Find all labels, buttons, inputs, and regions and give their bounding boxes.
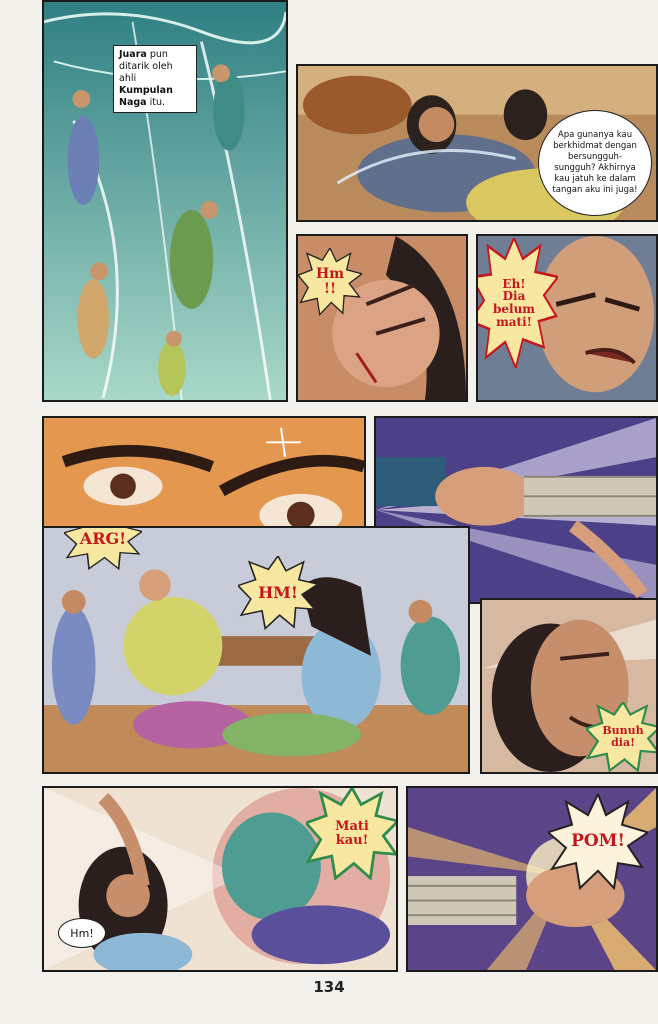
sfx-mati-kau: [306, 788, 398, 880]
sfx-hm-top-text: Hm !!: [315, 266, 345, 297]
panel-group-fight: [42, 526, 470, 774]
sfx-eh-dia: [476, 238, 558, 368]
panel-bald-shocked: [476, 234, 658, 402]
panel-pom-impact: [406, 786, 658, 972]
sfx-hm-fight-text: HM!: [258, 582, 298, 602]
sfx-pom-text: POM!: [571, 831, 625, 852]
sfx-argh: [64, 526, 142, 570]
caption-juara-name: Juara: [119, 49, 147, 60]
page-number: 134: [313, 978, 345, 996]
speech-apa-gunanya-text: Apa gunanya kau berkhidmat dengan bersungguh-sungguh? Akhirnya kau jatuh ke dalam tangan aku ini juga!: [552, 130, 638, 195]
speech-hm-lower: [58, 918, 106, 948]
caption-juara-end: itu.: [146, 97, 166, 108]
sfx-bunuh-dia: [586, 702, 658, 772]
speech-apa-gunanya: [538, 110, 652, 216]
caption-juara: [113, 45, 197, 113]
speech-hm-lower-text: Hm!: [70, 926, 94, 940]
panel-bald-profile: [480, 598, 658, 774]
panel-rope-pull: [42, 0, 288, 402]
panel-clash: [42, 786, 398, 972]
sfx-pom: [548, 794, 648, 890]
panel-bleeding-face: [296, 234, 468, 402]
sfx-argh-text: ARG!: [79, 528, 127, 548]
sfx-bunuh-dia-text: Bunuh dia!: [602, 724, 644, 749]
sfx-mati-kau-text: Mati kau!: [335, 819, 369, 848]
caption-juara-group: Kumpulan Naga: [119, 85, 173, 108]
sfx-eh-dia-text: Eh! Dia belum mati!: [492, 276, 535, 329]
panel-pinned-fighter: [296, 64, 658, 222]
sfx-hm-fight: [238, 556, 318, 630]
caption-juara-mid: pun ditarik oleh ahli: [119, 49, 173, 84]
sfx-hm-top: [298, 248, 362, 316]
